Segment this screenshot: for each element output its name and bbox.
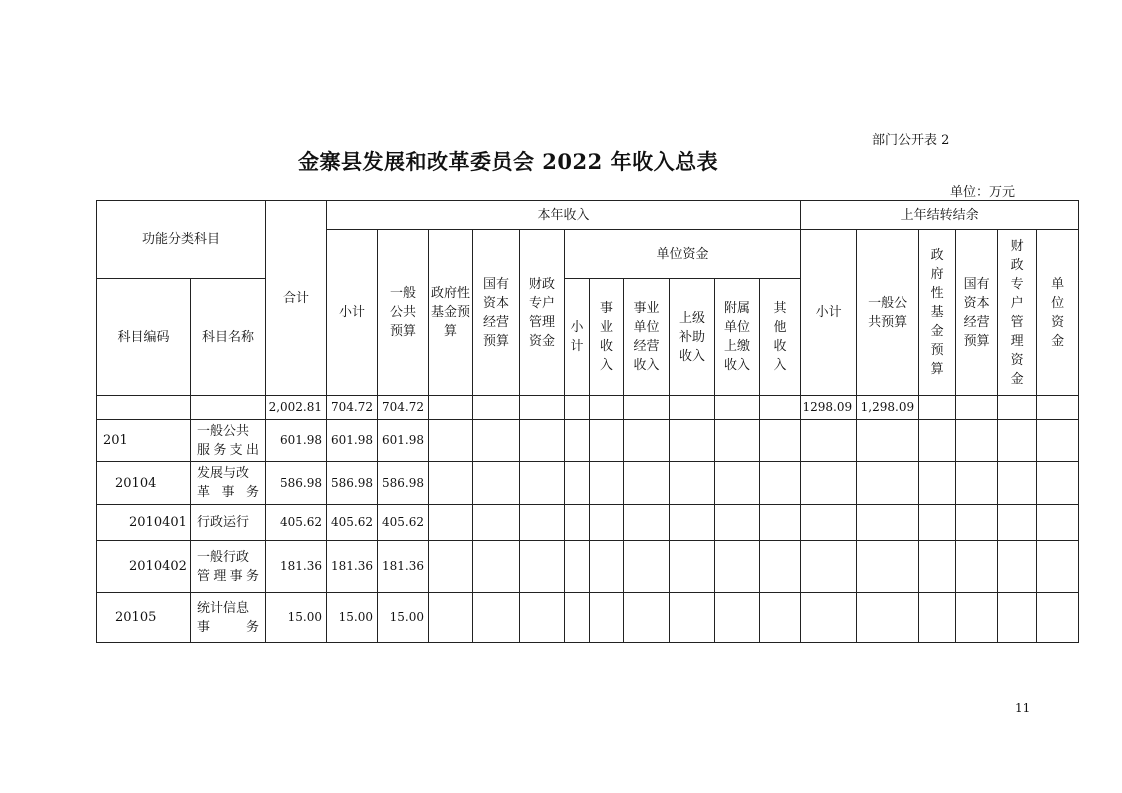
header-py-subtotal: 小计 bbox=[801, 230, 857, 396]
row-code: 201 bbox=[97, 420, 191, 462]
row-cy-general: 586.98 bbox=[378, 462, 429, 505]
row-py-general bbox=[857, 505, 919, 541]
header-uf-affiliated: 附属单位上缴收入 bbox=[715, 279, 760, 396]
header-name: 科目名称 bbox=[191, 279, 266, 396]
header-cy-state-capital: 国有资本经营预算 bbox=[473, 230, 520, 396]
header-cy-general: 一般公共预算 bbox=[378, 230, 429, 396]
header-py-state-capital: 国有资本经营预算 bbox=[956, 230, 998, 396]
page-number: 11 bbox=[1015, 701, 1031, 715]
row-total: 405.62 bbox=[266, 505, 327, 541]
page-title: 金寨县发展和改革委员会 2022 年收入总表 bbox=[298, 149, 719, 174]
row-py-general bbox=[857, 593, 919, 643]
row-total: 586.98 bbox=[266, 462, 327, 505]
header-py-fiscal-special: 财政专户管理资金 bbox=[998, 230, 1037, 396]
row-name bbox=[191, 396, 266, 420]
row-name: 统计信息事务 bbox=[191, 593, 266, 643]
row-py-subtotal: 1298.09 bbox=[801, 396, 857, 420]
header-prev-year: 上年结转结余 bbox=[801, 201, 1079, 230]
row-cy-subtotal: 181.36 bbox=[327, 541, 378, 593]
header-cy-fiscal-special: 财政专户管理资金 bbox=[520, 230, 565, 396]
row-name: 行政运行 bbox=[191, 505, 266, 541]
row-total: 2,002.81 bbox=[266, 396, 327, 420]
row-cy-general: 601.98 bbox=[378, 420, 429, 462]
row-cy-general: 181.36 bbox=[378, 541, 429, 593]
row-py-general bbox=[857, 462, 919, 505]
row-name: 发展与改革事务 bbox=[191, 462, 266, 505]
row-code bbox=[97, 396, 191, 420]
row-total: 181.36 bbox=[266, 541, 327, 593]
header-py-gov-fund: 政府性基金预算 bbox=[919, 230, 956, 396]
header-uf-subsidy: 上级补助收入 bbox=[670, 279, 715, 396]
row-code: 20105 bbox=[97, 593, 191, 643]
header-uf-other: 其他收入 bbox=[760, 279, 801, 396]
header-category: 功能分类科目 bbox=[97, 201, 266, 279]
table-row bbox=[97, 462, 1079, 505]
header-code: 科目编码 bbox=[97, 279, 191, 396]
row-py-subtotal bbox=[801, 505, 857, 541]
table-row bbox=[97, 593, 1079, 643]
row-py-general bbox=[857, 420, 919, 462]
header-uf-operating: 事业单位经营收入 bbox=[624, 279, 670, 396]
income-summary-table bbox=[96, 200, 1079, 643]
table-row bbox=[97, 396, 1079, 420]
row-total: 15.00 bbox=[266, 593, 327, 643]
row-name: 一般公共服务支出 bbox=[191, 420, 266, 462]
header-uf-business: 事业收入 bbox=[590, 279, 624, 396]
unit-label: 单位：万元 bbox=[950, 185, 1016, 200]
table-row bbox=[97, 541, 1079, 593]
row-code: 20104 bbox=[97, 462, 191, 505]
row-cy-general: 15.00 bbox=[378, 593, 429, 643]
row-code: 2010401 bbox=[97, 505, 191, 541]
header-uf-subtotal: 小计 bbox=[565, 279, 590, 396]
header-cy-gov-fund: 政府性基金预算 bbox=[429, 230, 473, 396]
header-current-year: 本年收入 bbox=[327, 201, 801, 230]
row-total: 601.98 bbox=[266, 420, 327, 462]
row-cy-general: 405.62 bbox=[378, 505, 429, 541]
table-row bbox=[97, 505, 1079, 541]
row-cy-general: 704.72 bbox=[378, 396, 429, 420]
row-py-subtotal bbox=[801, 462, 857, 505]
row-code: 2010402 bbox=[97, 541, 191, 593]
header-py-unit-funds: 单位资金 bbox=[1037, 230, 1079, 396]
header-cy-subtotal: 小计 bbox=[327, 230, 378, 396]
header-py-general: 一般公共预算 bbox=[857, 230, 919, 396]
row-py-subtotal bbox=[801, 541, 857, 593]
row-py-general: 1,298.09 bbox=[857, 396, 919, 420]
table-row bbox=[97, 420, 1079, 462]
row-py-subtotal bbox=[801, 420, 857, 462]
row-cy-subtotal: 586.98 bbox=[327, 462, 378, 505]
row-cy-subtotal: 15.00 bbox=[327, 593, 378, 643]
row-py-subtotal bbox=[801, 593, 857, 643]
row-name: 一般行政管理事务 bbox=[191, 541, 266, 593]
header-unit-funds: 单位资金 bbox=[565, 230, 801, 279]
header-total: 合计 bbox=[266, 201, 327, 396]
row-cy-subtotal: 704.72 bbox=[327, 396, 378, 420]
row-py-general bbox=[857, 541, 919, 593]
table-number-label: 部门公开表 2 bbox=[872, 133, 950, 148]
row-cy-subtotal: 405.62 bbox=[327, 505, 378, 541]
row-cy-subtotal: 601.98 bbox=[327, 420, 378, 462]
